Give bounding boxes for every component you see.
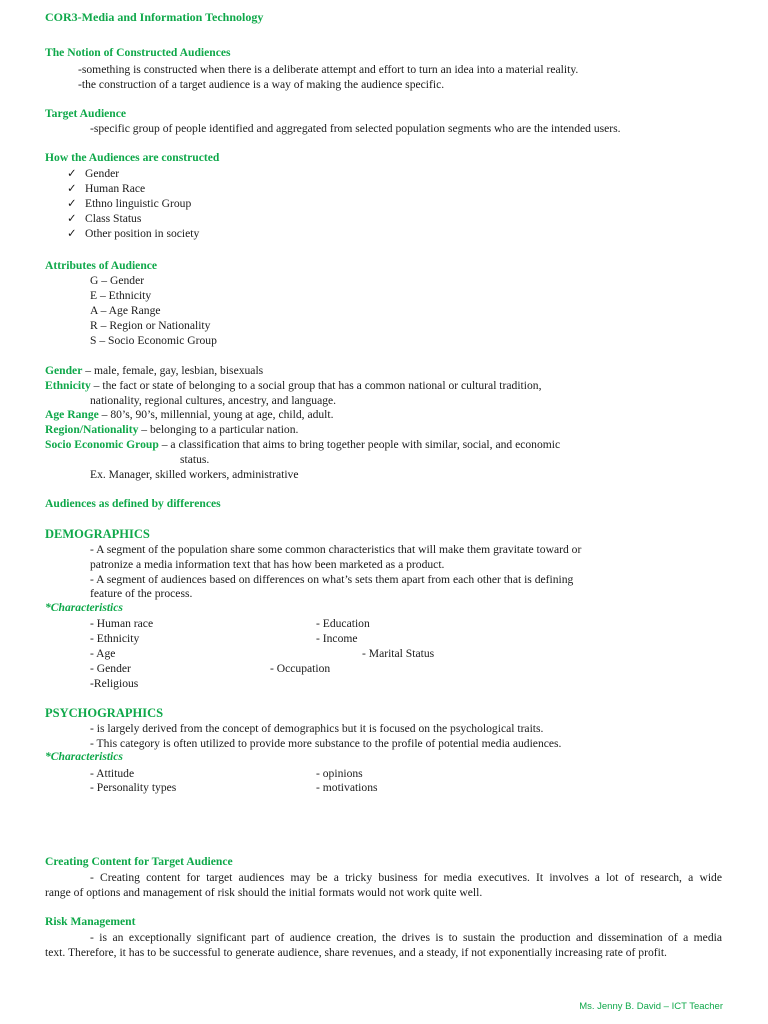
creating-line-1: - Creating content for target audiences may be a tricky business for media executives. It involves a lot of research, a wide xyxy=(90,871,722,884)
how-item: ✓ Other position in society xyxy=(67,227,200,240)
demo-char-right: - Marital Status xyxy=(362,647,435,660)
def-socio-example: Ex. Manager, skilled workers, administrative xyxy=(90,468,299,481)
psychographics-p2: - This category is often utilized to provide more substance to the profile of potential media audiences. xyxy=(90,737,562,750)
page-title: COR3-Media and Information Technology xyxy=(45,10,264,24)
attributes-heading: Attributes of Audience xyxy=(45,259,158,272)
demo-char-right: - Education xyxy=(316,617,370,630)
demographics-p1b: patronize a media information text that has how been marketed as a product. xyxy=(90,558,445,571)
constructed-heading: The Notion of Constructed Audiences xyxy=(45,46,231,59)
risk-line-1: - is an exceptionally significant part of audience creation, the drives is to sustain the production and dissemination of a media xyxy=(90,931,722,944)
target-line: -specific group of people identified and aggregated from selected population segments who are the intended users. xyxy=(90,122,621,135)
def-socio-cont: status. xyxy=(180,453,210,466)
attribute-item: A – Age Range xyxy=(90,304,161,317)
def-term: Age Range xyxy=(45,408,99,421)
demo-char-left: - Human race xyxy=(90,617,154,630)
def-term: Region/Nationality xyxy=(45,423,139,436)
def-age: Age Range – 80’s, 90’s, millennial, young at age, child, adult. xyxy=(45,408,334,421)
demo-char-left: - Gender xyxy=(90,662,131,675)
def-ethnicity: Ethnicity – the fact or state of belonging to a social group that has a common national or cultural tradition, xyxy=(45,379,542,392)
check-icon: ✓ xyxy=(67,167,77,180)
demo-char-left: - Age xyxy=(90,647,116,660)
demographics-p2b: feature of the process. xyxy=(90,587,193,600)
how-item: ✓ Ethno linguistic Group xyxy=(67,197,192,210)
demographics-p2a: - A segment of audiences based on differences on what’s sets them apart from each other that is defining xyxy=(90,573,574,586)
psycho-char-left: - Attitude xyxy=(90,767,135,780)
attribute-item: G – Gender xyxy=(90,274,145,287)
footer-author: Ms. Jenny B. David – ICT Teacher xyxy=(579,1001,723,1012)
demo-char-left: - Ethnicity xyxy=(90,632,140,645)
def-ethnicity-cont: nationality, regional cultures, ancestry, and language. xyxy=(90,394,337,407)
attribute-item: S – Socio Economic Group xyxy=(90,334,217,347)
def-socio: Socio Economic Group – a classification that aims to bring together people with similar, social, and economic xyxy=(45,438,561,451)
differences-heading: Audiences as defined by differences xyxy=(45,497,221,510)
demo-char-right: - Occupation xyxy=(270,662,331,675)
psychographics-char-heading: *Characteristics xyxy=(45,750,123,763)
creating-heading: Creating Content for Target Audience xyxy=(45,855,233,868)
how-item: ✓ Human Race xyxy=(67,182,146,195)
check-icon: ✓ xyxy=(67,227,77,240)
check-icon: ✓ xyxy=(67,182,77,195)
how-heading: How the Audiences are constructed xyxy=(45,151,220,164)
def-gender: Gender – male, female, gay, lesbian, bisexuals xyxy=(45,364,264,377)
def-region: Region/Nationality – belonging to a particular nation. xyxy=(45,423,299,436)
psychographics-p1: - is largely derived from the concept of demographics but it is focused on the psychological traits. xyxy=(90,722,544,735)
psycho-char-right: - opinions xyxy=(316,767,363,780)
target-heading: Target Audience xyxy=(45,107,127,120)
constructed-line-1: -something is constructed when there is a deliberate attempt and effort to turn an idea into a material reality. xyxy=(78,63,579,76)
how-item: ✓ Class Status xyxy=(67,212,142,225)
def-term: Gender xyxy=(45,364,83,377)
demographics-char-heading: *Characteristics xyxy=(45,601,123,614)
def-term: Ethnicity xyxy=(45,379,91,392)
creating-line-2: range of options and management of risk should the initial formats would not work quite well. xyxy=(45,886,483,899)
how-item: ✓ Gender xyxy=(67,167,120,180)
demographics-heading: DEMOGRAPHICS xyxy=(45,527,150,541)
psycho-char-right: - motivations xyxy=(316,781,378,794)
demographics-p1a: - A segment of the population share some common characteristics that will make them gravitate toward or xyxy=(90,543,582,556)
constructed-line-2: -the construction of a target audience is a way of making the audience specific. xyxy=(78,78,445,91)
demo-char-right: - Income xyxy=(316,632,358,645)
psychographics-heading: PSYCHOGRAPHICS xyxy=(45,706,164,720)
check-icon: ✓ xyxy=(67,197,77,210)
risk-heading: Risk Management xyxy=(45,915,136,928)
psycho-char-left: - Personality types xyxy=(90,781,177,794)
risk-line-2: text. Therefore, it has to be successful to generate audience, share revenues, and a steady, if not exponentially increasing rate of profit. xyxy=(45,946,667,959)
check-icon: ✓ xyxy=(67,212,77,225)
demo-char-left: -Religious xyxy=(90,677,139,690)
attribute-item: E – Ethnicity xyxy=(90,289,152,302)
attribute-item: R – Region or Nationality xyxy=(90,319,211,332)
def-term: Socio Economic Group xyxy=(45,438,159,451)
